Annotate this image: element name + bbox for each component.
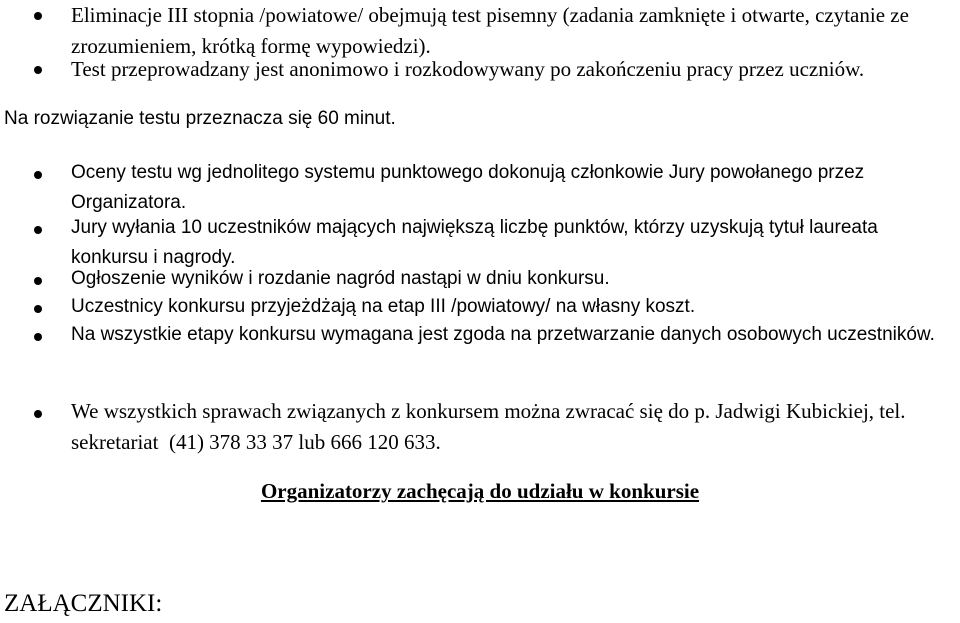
bullet-icon bbox=[34, 171, 42, 179]
list-item: Ogłoszenie wyników i rozdanie nagród nastąpi w dniu konkursu. bbox=[71, 268, 610, 289]
bullet-icon bbox=[34, 333, 42, 341]
attachments-heading: ZAŁĄCZNIKI: bbox=[4, 590, 163, 617]
bullet-icon bbox=[34, 226, 42, 234]
list-item: Oceny testu wg jednolitego systemu punktowego dokonują członkowie Jury powołanego przez Organizatora. bbox=[71, 162, 865, 213]
bullet-icon bbox=[34, 305, 42, 313]
bullet-icon bbox=[34, 12, 42, 20]
bullet-icon bbox=[34, 277, 42, 285]
paragraph: Na rozwiązanie testu przeznacza się 60 minut. bbox=[4, 108, 396, 129]
bullet-icon bbox=[34, 410, 42, 418]
closing-heading: Organizatorzy zachęcają do udziału w konkursie bbox=[260, 479, 700, 503]
list-item: Eliminacje III stopnia /powiatowe/ obejmują test pisemny (zadania zamknięte i otwarte, czytanie ze zrozumieniem, krótką formę wypowiedzi). bbox=[71, 3, 909, 58]
list-item: We wszystkich sprawach związanych z konkursem można zwracać się do p. Jadwigi Kubickiej, tel. sekretariat (41) 378 33 37 lub 666 120 633. bbox=[71, 399, 911, 454]
list-item: Uczestnicy konkursu przyjeżdżają na etap III /powiatowy/ na własny koszt. bbox=[71, 296, 696, 317]
list-item: Test przeprowadzany jest anonimowo i rozkodowywany po zakończeniu pracy przez uczniów. bbox=[71, 57, 865, 81]
bullet-icon bbox=[34, 66, 42, 74]
list-item: Jury wyłania 10 uczestników mających największą liczbę punktów, którzy uzyskują tytuł laureata konkursu i nagrody. bbox=[71, 217, 878, 268]
list-item: Na wszystkie etapy konkursu wymagana jest zgoda na przetwarzanie danych osobowych uczestników. bbox=[71, 324, 935, 345]
